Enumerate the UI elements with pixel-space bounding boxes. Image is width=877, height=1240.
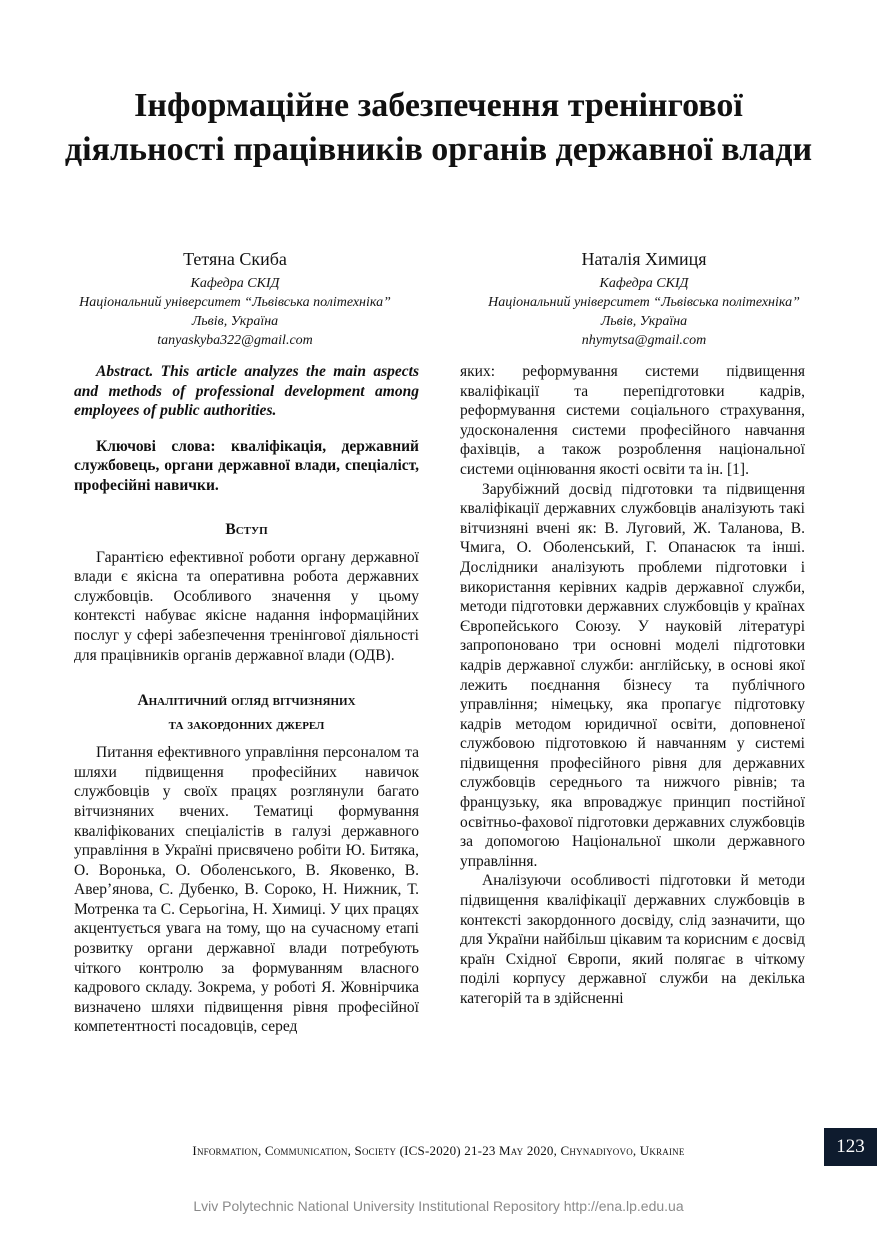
author-department: Кафедра СКІД	[190, 276, 280, 291]
conference-footer: Information, Communication, Society (ICS-2020) 21-23 May 2020, Chynadiyovo, Ukraine	[192, 1143, 685, 1158]
author-1	[45, 247, 425, 350]
author-city: Львів, Україна	[191, 314, 279, 329]
section-heading-intro: Вступ	[225, 520, 268, 538]
author-name: Тетяна Скиба	[183, 249, 287, 269]
abstract: Abstract. This article analyzes the main aspects and methods of professional development among employees of public authorities.	[74, 363, 419, 420]
author-department: Кафедра СКІД	[599, 276, 689, 291]
author-email[interactable]: nhymytsa@gmail.com	[581, 333, 707, 348]
analysis-paragraph: Аналізуючи особливості підготовки й методи підвищення кваліфікації державних службовців в контексті закордонного досвіду, слід зазначити, що для України найбільш цікавим та корисним є досвід країн Східної Європи, який полягає в чіткому поділі корпусу державної служби на декілька категорій та в здійсненні	[460, 872, 805, 1007]
left-column	[74, 362, 419, 1037]
section-heading-review-line2: та закордонних джерел	[168, 716, 325, 734]
review-paragraph: Питання ефективного управління персоналом та шляхи підвищення професійних навичок службовців у своїх працях розглянули багато вітчизняних вчених. Тематиці формування кваліфікованих спеціалістів в галузі державного управління в Україні присвячено робіти Ю. Битяка, О. Воронька, О. Оболенського, В. Яковенко, В. Авер’янова, С. Дубенко, В. Сороко, Н. Нижник, Т. Мотренка та С. Серьогіна, Н. Химиці. У цих працях акцентується увага на тому, що на сучасному етапі розвитку органи державної влади потребують чіткого контролю за формуванням власного кадрового складу. Зокрема, у роботі Я. Жовнірчика визначено шляхи підвищення рівня професійної компетентності посадовців, серед	[74, 744, 419, 1036]
author-email[interactable]: tanyaskyba322@gmail.com	[157, 333, 313, 348]
review-paragraph-continued: яких: реформування системи підвищення кваліфікації та перепідготовки кадрів, реформування системи соціального страхування, удосконалення системи професійного навчання фахівців, а також розроблення національної системи оцінювання якості освіти та ін. [1].	[460, 363, 805, 478]
author-name: Наталія Химиця	[581, 249, 707, 269]
intro-paragraph: Гарантією ефективної роботи органу державної влади є якісна та оперативна робота державних службовців. Особливого значення у цьому контексті набуває якісне надання інформаційних послуг у сфері забезпечення тренінгової діяльності для працівників органів державної влади (ОДВ).	[74, 548, 419, 664]
author-city: Львів, Україна	[600, 314, 688, 329]
section-heading-review	[74, 689, 419, 737]
section-heading-review-line1: Аналітичний огляд вітчизняних	[137, 692, 356, 710]
repository-watermark[interactable]: Lviv Polytechnic National University Institutional Repository http://ena.lp.edu.ua	[193, 1198, 684, 1214]
right-column	[460, 362, 805, 1009]
author-2	[454, 247, 834, 350]
foreign-experience-paragraph: Зарубіжний досвід підготовки та підвищення кваліфікації державних службовців аналізують такі вітчизняні вчені як: В. Луговий, Ж. Таланова, В. Чмига, О. Оболенський, Г. Опанасюк та інші. Дослідники аналізують проблеми підготовки і використання керівних кадрів державної служби, методи підготовки державних службовців у країнах Європейського Союзу. У науковій літературі запропоновано три основні моделі підготовки кадрів державної служби: англійську, в основі якої лежить поєднання бізнесу та публічного управління; німецьку, яка пропагує підготовку кадрів методом юридичної освіти, доповненої службовою підготовкою й навчанням у системі підвищення професійного рівня для державних службовців середнього та нижчого рівнів; та французьку, яка впроваджує принцип постійної освітньо-фахової підготовки державних службовців за допомогою Національної школи державного управління.	[460, 480, 805, 870]
page-number: 123	[824, 1128, 877, 1166]
paper-title: Інформаційне забезпечення тренінгової діяльності працівників органів державної влади	[64, 87, 813, 168]
author-university: Національний університет “Львівська політехніка”	[488, 295, 800, 310]
author-university: Національний університет “Львівська політехніка”	[79, 295, 391, 310]
keywords: Ключові слова: кваліфікація, державний службовець, органи державної влади, спеціаліст, професійні навички.	[74, 437, 419, 494]
